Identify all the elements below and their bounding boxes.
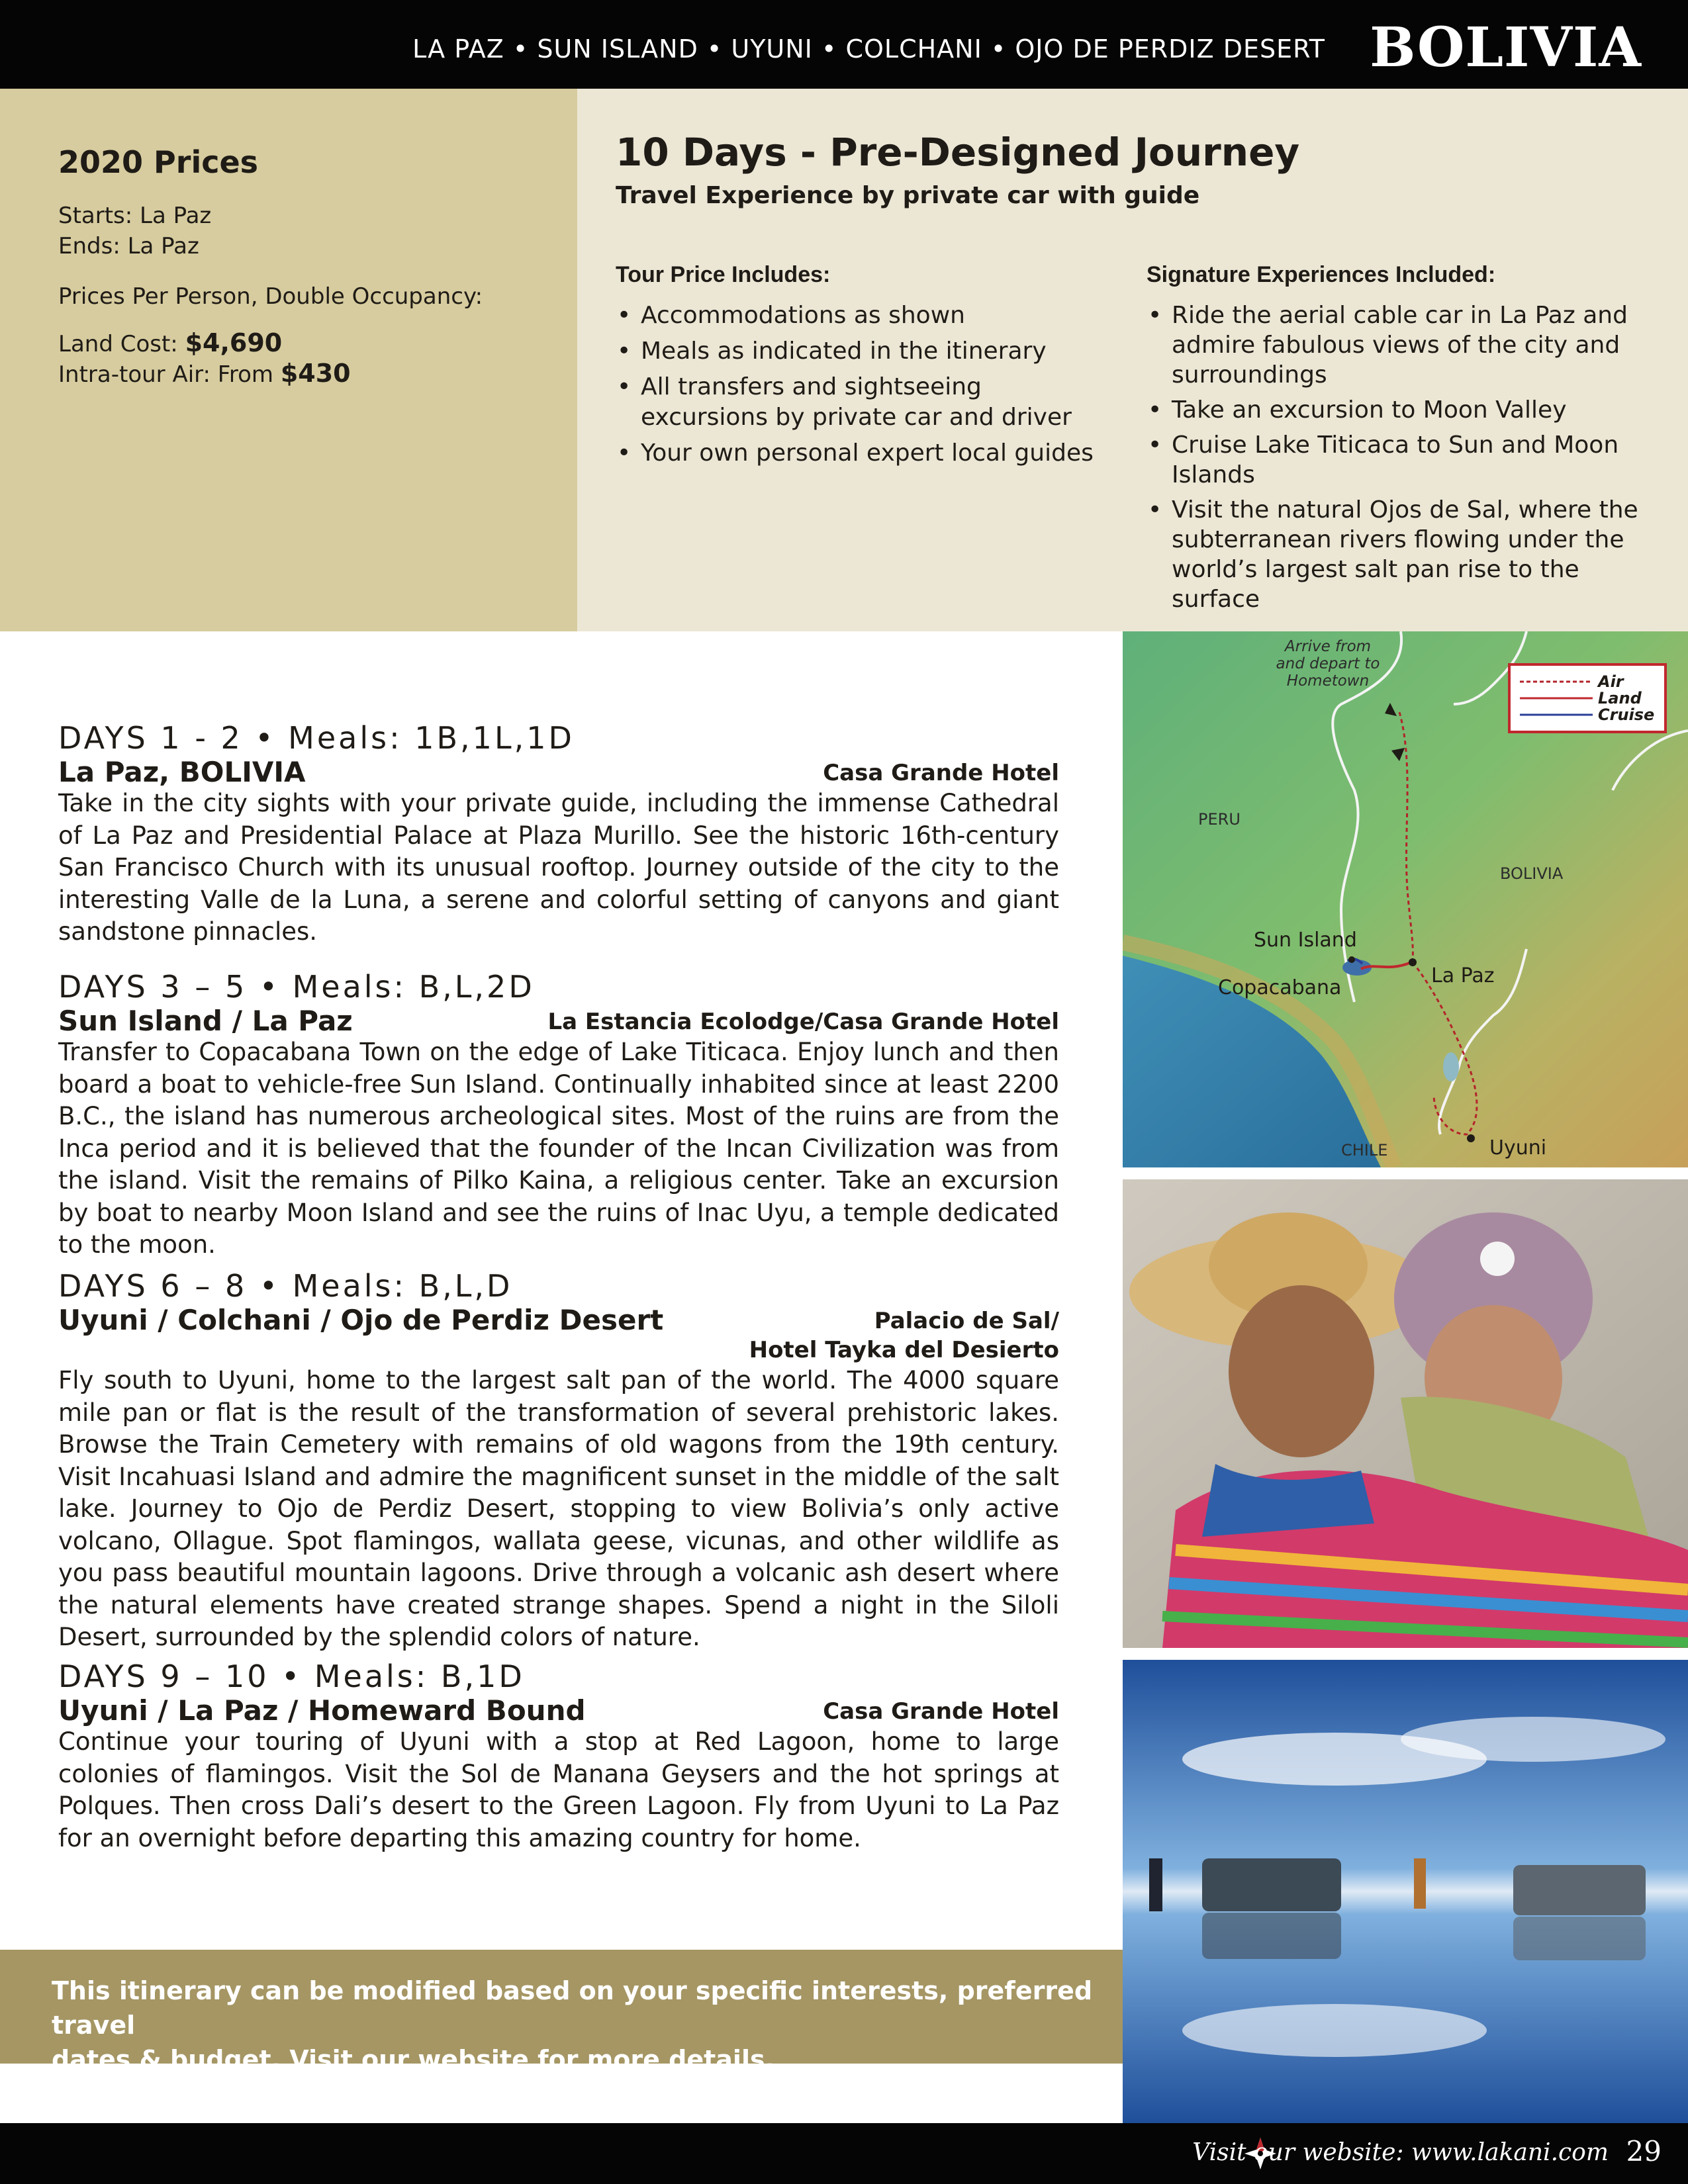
journey-title: 10 Days - Pre-Designed Journey <box>616 130 1300 175</box>
sun-island-marker <box>1348 956 1355 963</box>
map-label-bolivia: BOLIVIA <box>1500 864 1564 883</box>
day-heading: DAYS 6 – 8 • Meals: B,L,D <box>58 1268 513 1304</box>
map-label-la-paz: La Paz <box>1431 964 1495 987</box>
legend-land-label: Land <box>1598 689 1642 707</box>
itinerary-day-3 <box>58 1268 1059 1654</box>
itinerary-day-1 <box>58 720 1059 948</box>
la-paz-marker <box>1409 958 1417 966</box>
person <box>1149 1858 1162 1911</box>
list-item: • Your own personal expert local guides <box>616 438 1105 469</box>
day-title-row <box>58 1304 1059 1365</box>
day-place: Sun Island / La Paz <box>58 1005 353 1037</box>
prices-ends: Ends: La Paz <box>58 233 199 259</box>
lake-poopo <box>1443 1052 1459 1081</box>
land-cost-value: $4,690 <box>185 328 283 357</box>
image-sidebar <box>1123 631 1688 2123</box>
map-label-peru: PERU <box>1198 810 1241 829</box>
day-hotel: Casa Grande Hotel <box>823 1698 1059 1725</box>
land-cost <box>58 328 282 357</box>
note-line-2: dates & budget. Visit our website for more details. <box>52 2045 775 2074</box>
website-link[interactable]: Visit our website: www.lakani.com <box>1192 2139 1609 2166</box>
day-description: Continue your touring of Uyuni with a stop at Red Lagoon, home to large colonies of flamingos. Visit the Sol de Manana Geysers and the hot springs at Polques. Then cross Dali’s desert to the Green Lagoon. Fly from Uyuni to La Paz for an overnight before departing this amazing country for home. <box>58 1727 1059 1852</box>
cloud <box>1401 1717 1665 1762</box>
includes-list <box>616 300 1105 474</box>
day-heading: DAYS 9 – 10 • Meals: B,1D <box>58 1659 525 1694</box>
day-hotel: La Estancia Ecolodge/Casa Grande Hotel <box>547 1009 1059 1035</box>
list-item: • Ride the aerial cable car in La Paz and admire fabulous views of the city and surroundings <box>1147 300 1663 390</box>
land-cost-label: Land Cost: <box>58 331 185 357</box>
map-graphic <box>1123 631 1688 1167</box>
prices-basis: Prices Per Person, Double Occupancy: <box>58 283 483 310</box>
person <box>1414 1858 1426 1909</box>
legend-air-label: Air <box>1598 672 1624 691</box>
footer-bar <box>0 2123 1688 2184</box>
air-cost <box>58 359 351 388</box>
hat-flower <box>1480 1242 1515 1276</box>
itinerary-day-2 <box>58 969 1059 1261</box>
day-description: Take in the city sights with your private guide, including the immense Cathedral of La Paz and Presidential Palace at Plaza Murillo. See the historic 16th-century San Francisco Church with its unusual rooftop. Journey outside of the city to the interesting Valle de la Luna, a serene and colorful setting of canyons and giant sandstone pinnacles. <box>58 789 1059 946</box>
map-arrive-line-3: Hometown <box>1286 672 1370 690</box>
day-title-row <box>58 756 1059 788</box>
day-hotel: Casa Grande Hotel <box>823 760 1059 786</box>
mother-and-child-photo-icon <box>1123 1179 1688 1648</box>
vehicle-left <box>1202 1858 1341 1911</box>
air-cost-value: $430 <box>280 359 351 388</box>
day-place: Uyuni / Colchani / Ojo de Perdiz Desert <box>58 1304 664 1336</box>
vehicle-left-reflection <box>1202 1913 1341 1959</box>
cloud-reflection <box>1182 2004 1487 2057</box>
itinerary-day-4 <box>58 1659 1059 1854</box>
map-arrive-line-1: Arrive from <box>1284 638 1372 655</box>
salt-flat-photo <box>1123 1660 1688 2123</box>
list-item: • Take an excursion to Moon Valley <box>1147 395 1663 425</box>
destinations-list: LA PAZ • SUN ISLAND • UYUNI • COLCHANI • OJO DE PERDIZ DESERT <box>412 34 1325 64</box>
header-bar <box>0 0 1688 89</box>
list-item: • Visit the natural Ojos de Sal, where the subterranean rivers flowing under the world’s largest salt pan rise to the surface <box>1147 495 1663 614</box>
list-item: • Meals as indicated in the itinerary <box>616 336 1105 367</box>
journey-subtitle: Travel Experience by private car with guide <box>616 182 1200 209</box>
vehicle-right-reflection <box>1513 1917 1646 1960</box>
day-title-row <box>58 1005 1059 1036</box>
day-heading: DAYS 3 – 5 • Meals: B,L,2D <box>58 969 535 1005</box>
day-title-row <box>58 1694 1059 1726</box>
includes-title: Tour Price Includes: <box>616 262 831 287</box>
day-place: La Paz, BOLIVIA <box>58 756 306 788</box>
day-heading: DAYS 1 - 2 • Meals: 1B,1L,1D <box>58 720 575 756</box>
list-item: • All transfers and sightseeing excursions by private car and driver <box>616 372 1105 433</box>
day-hotel <box>749 1306 1059 1365</box>
mother-face <box>1229 1285 1374 1457</box>
day-hotel-line-1: Palacio de Sal/ <box>874 1308 1059 1334</box>
day-place: Uyuni / La Paz / Homeward Bound <box>58 1694 586 1727</box>
map-label-sun-island: Sun Island <box>1254 929 1357 952</box>
map-label-copacabana: Copacabana <box>1218 976 1342 999</box>
legend-cruise-label: Cruise <box>1598 705 1655 724</box>
signature-title: Signature Experiences Included: <box>1147 262 1496 287</box>
list-item: • Cruise Lake Titicaca to Sun and Moon Islands <box>1147 430 1663 490</box>
day-description: Transfer to Copacabana Town on the edge of Lake Titicaca. Enjoy lunch and then board a boat to vehicle-free Sun Island. Continually inhabited since at least 2200 B.C., the island has numerous archeological sites. Most of the ruins are from the Inca period and it is believed that the founder of the Incan Civilization was from the island. Visit the remains of Pilko Kaina, a religious center. Take an excursion by boat to nearby Moon Island and see the ruins of Inac Uyu, a temple dedicated to the moon. <box>58 1038 1059 1259</box>
day-description: Fly south to Uyuni, home to the largest salt pan of the world. The 4000 square mile pan or flat is the result of the transformation of several prehistoric lakes. Browse the Train Cemetery with remains of old wagons from the 19th century. Visit Incahuasi Island and admire the magnificent sunset in the middle of the salt lake. Journey to Ojo de Perdiz Desert, stopping to view Bolivia’s only active volcano, Ollague. Spot flamingos, wallata geese, vicunas, and other wildlife as you pass beautiful mountain lagoons. Drive through a volcanic ash desert where the natural elements have created strange shapes. Spend a night in the Siloli Desert, surrounded by the splendid colors of nature. <box>58 1366 1059 1651</box>
page-number: 29 <box>1626 2135 1662 2167</box>
prices-starts: Starts: La Paz <box>58 203 212 229</box>
uyuni-marker <box>1467 1134 1475 1142</box>
air-cost-label: Intra-tour Air: From <box>58 361 281 388</box>
vehicle-right <box>1513 1865 1646 1915</box>
prices-title: 2020 Prices <box>58 144 259 180</box>
country-title: BOLIVIA <box>1370 16 1642 79</box>
route-map <box>1123 631 1688 1167</box>
customization-note <box>0 1950 1123 2074</box>
map-label-chile: CHILE <box>1341 1141 1388 1160</box>
map-arrive-line-2: and depart to <box>1276 655 1380 672</box>
day-hotel-line-2: Hotel Tayka del Desierto <box>749 1337 1059 1363</box>
list-item: • Accommodations as shown <box>616 300 1105 331</box>
mother-child-photo <box>1123 1179 1688 1648</box>
note-line-1: This itinerary can be modified based on your specific interests, preferred travel <box>52 1976 1093 2040</box>
map-label-uyuni: Uyuni <box>1489 1136 1547 1160</box>
salt-flat-vehicles-photo-icon <box>1123 1660 1688 2123</box>
signature-list <box>1147 300 1663 619</box>
